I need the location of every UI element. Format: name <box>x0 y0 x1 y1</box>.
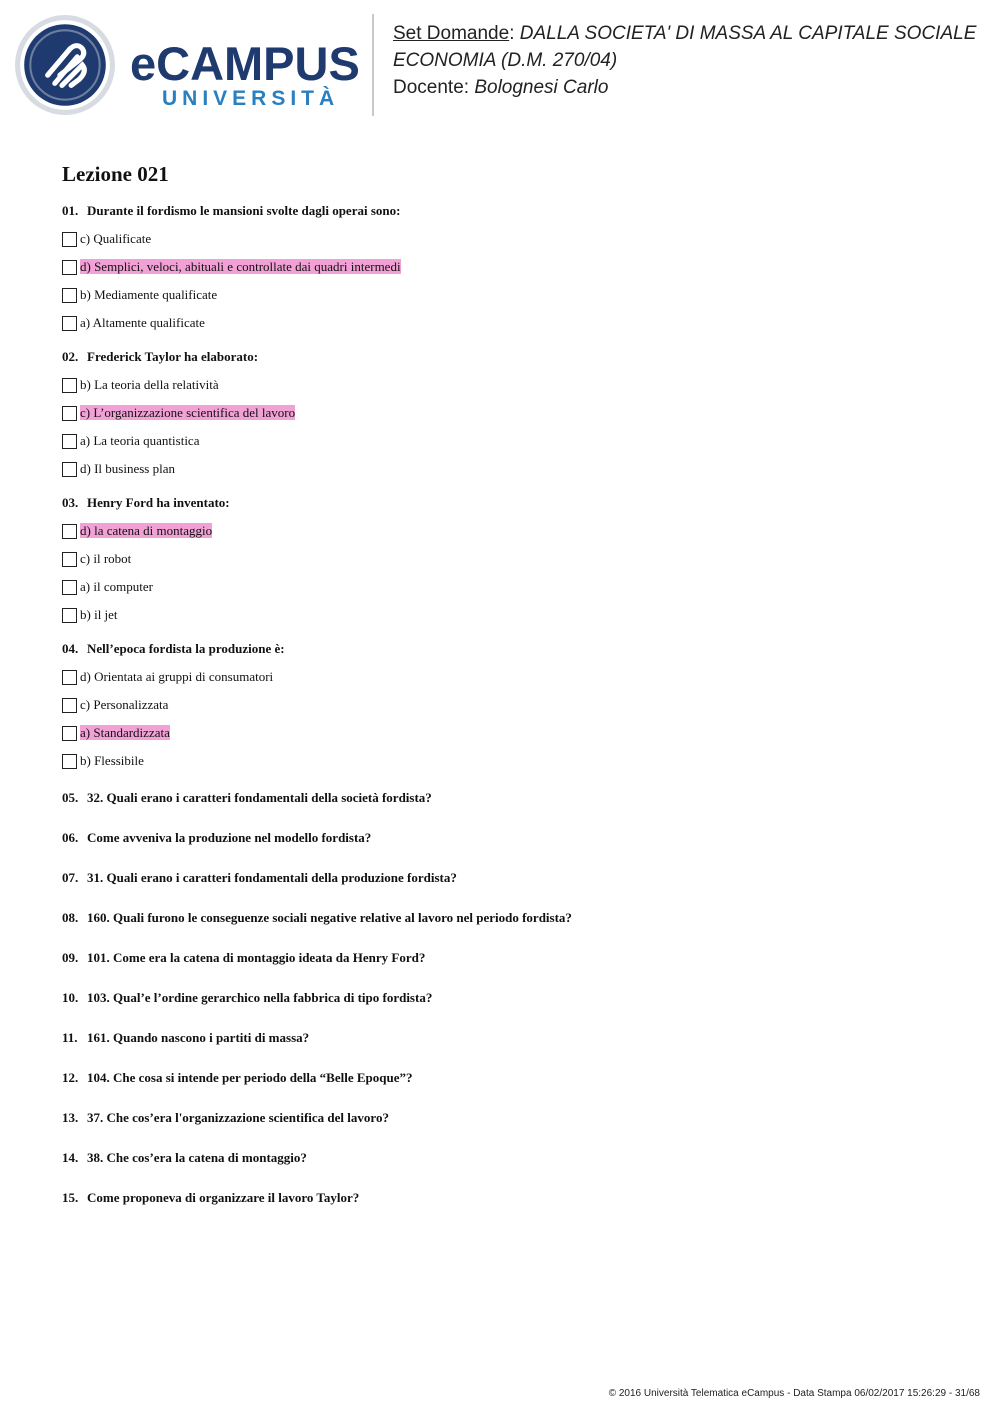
question-label: Henry Ford ha inventato: <box>87 495 230 510</box>
answer-checkbox[interactable] <box>62 406 77 421</box>
question-label: Nell’epoca fordista la produzione è: <box>87 641 285 656</box>
answer-option[interactable] <box>62 662 962 690</box>
question-label: 32. Quali erano i caratteri fondamentali della società fordista? <box>87 790 432 805</box>
lesson-title: Lezione 021 <box>62 162 169 186</box>
question-set <box>62 158 962 1228</box>
page-header <box>0 0 1000 130</box>
question-label: 160. Quali furono le conseguenze sociali negative relative al lavoro nel periodo fordista? <box>87 910 572 925</box>
answer-option[interactable] <box>62 600 962 628</box>
multiple-choice-questions <box>62 201 962 774</box>
answer-label: a) Altamente qualificate <box>80 314 205 330</box>
answer-label: c) il robot <box>80 550 132 566</box>
header-divider <box>372 14 374 116</box>
question-label: 103. Qual’e l’ordine gerarchico nella fabbrica di tipo fordista? <box>87 990 433 1005</box>
question-text <box>62 639 962 659</box>
question-number: 06. <box>62 830 79 845</box>
question-text <box>62 788 962 808</box>
question-label: Frederick Taylor ha elaborato: <box>87 349 259 364</box>
question-block <box>62 201 962 336</box>
answer-option[interactable] <box>62 224 962 252</box>
question-label: Durante il fordismo le mansioni svolte dagli operai sono: <box>87 203 401 218</box>
open-question <box>62 828 962 868</box>
question-number: 08. <box>62 910 79 925</box>
open-question <box>62 1108 962 1148</box>
answer-checkbox[interactable] <box>62 434 77 449</box>
answer-checkbox[interactable] <box>62 288 77 303</box>
answer-label: d) Orientata ai gruppi di consumatori <box>80 668 274 684</box>
logo-subtitle: UNIVERSITÀ <box>162 87 340 110</box>
open-question <box>62 908 962 948</box>
open-questions <box>62 788 962 1228</box>
question-number: 05. <box>62 790 79 805</box>
question-number: 03. <box>62 495 79 510</box>
question-number: 01. <box>62 203 79 218</box>
answer-option[interactable] <box>62 252 962 280</box>
teacher-line <box>393 74 993 101</box>
question-text <box>62 828 962 848</box>
answer-label-highlighted: a) Standardizzata <box>80 724 170 740</box>
answer-label-highlighted: d) la catena di montaggio <box>80 522 213 538</box>
question-number: 10. <box>62 990 79 1005</box>
question-text <box>62 201 962 221</box>
answer-option[interactable] <box>62 280 962 308</box>
question-text <box>62 908 962 928</box>
question-number: 02. <box>62 349 79 364</box>
answer-option[interactable] <box>62 718 962 746</box>
answer-option[interactable] <box>62 544 962 572</box>
open-question <box>62 988 962 1028</box>
answer-option[interactable] <box>62 308 962 336</box>
page-footer: © 2016 Università Telematica eCampus - Data Stampa 06/02/2017 15:26:29 - 31/68 <box>608 1388 980 1399</box>
answer-option[interactable] <box>62 426 962 454</box>
answer-label-highlighted: c) L’organizzazione scientifica del lavoro <box>80 404 296 420</box>
answer-label: a) il computer <box>80 578 153 594</box>
question-label: Come avveniva la produzione nel modello fordista? <box>87 830 372 845</box>
question-text <box>62 347 962 367</box>
set-label: Set Domande <box>393 23 510 44</box>
question-text <box>62 1148 962 1168</box>
question-label: 38. Che cos’era la catena di montaggio? <box>87 1150 307 1165</box>
answer-checkbox[interactable] <box>62 552 77 567</box>
open-question <box>62 948 962 988</box>
answer-checkbox[interactable] <box>62 698 77 713</box>
question-label: 101. Come era la catena di montaggio ideata da Henry Ford? <box>87 950 426 965</box>
question-number: 15. <box>62 1190 79 1205</box>
course-name: ECONOMIA (D.M. 270/04) <box>393 50 618 71</box>
question-label: 161. Quando nascono i partiti di massa? <box>87 1030 310 1045</box>
answer-checkbox[interactable] <box>62 316 77 331</box>
answer-checkbox[interactable] <box>62 524 77 539</box>
answer-checkbox[interactable] <box>62 754 77 769</box>
answer-label-highlighted: d) Semplici, veloci, abituali e controllate dai quadri intermedi <box>80 258 401 274</box>
answer-label: b) Mediamente qualificate <box>80 286 218 302</box>
question-number: 14. <box>62 1150 79 1165</box>
open-question <box>62 868 962 908</box>
set-line: Set Domande: DALLA SOCIETA' DI MASSA AL CAPITALE SOCIALE <box>393 23 977 44</box>
answer-label: b) Flessibile <box>80 752 144 768</box>
ecampus-logo-badge <box>14 14 116 116</box>
answer-label: d) Il business plan <box>80 460 175 476</box>
answer-checkbox[interactable] <box>62 462 77 477</box>
question-label: 104. Che cosa si intende per periodo della “Belle Epoque”? <box>87 1070 413 1085</box>
question-number: 12. <box>62 1070 79 1085</box>
open-question <box>62 1028 962 1068</box>
question-number: 07. <box>62 870 79 885</box>
question-number: 09. <box>62 950 79 965</box>
answer-checkbox[interactable] <box>62 232 77 247</box>
question-number: 11. <box>62 1030 78 1045</box>
answer-option[interactable] <box>62 398 962 426</box>
answer-checkbox[interactable] <box>62 580 77 595</box>
question-text <box>62 988 962 1008</box>
open-question <box>62 1148 962 1188</box>
answer-label: c) Personalizzata <box>80 696 169 712</box>
question-label: 31. Quali erano i caratteri fondamentali della produzione fordista? <box>87 870 457 885</box>
answer-checkbox[interactable] <box>62 608 77 623</box>
question-text <box>62 1068 962 1088</box>
question-number: 04. <box>62 641 79 656</box>
question-text <box>62 1028 962 1048</box>
answer-checkbox[interactable] <box>62 670 77 685</box>
teacher-name: Bolognesi Carlo <box>474 77 609 98</box>
open-question <box>62 1068 962 1108</box>
open-question <box>62 1188 962 1228</box>
answer-label: c) Qualificate <box>80 230 152 246</box>
answer-checkbox[interactable] <box>62 378 77 393</box>
answer-option[interactable] <box>62 746 962 774</box>
teacher-label: Docente: <box>393 77 470 98</box>
course-line <box>393 47 993 74</box>
set-value: DALLA SOCIETA' DI MASSA AL CAPITALE SOCIALE <box>519 23 977 44</box>
question-block <box>62 493 962 628</box>
question-text <box>62 868 962 888</box>
header-info <box>393 20 993 101</box>
answer-option[interactable] <box>62 572 962 600</box>
question-text <box>62 1188 962 1208</box>
question-number: 13. <box>62 1110 79 1125</box>
question-text <box>62 1108 962 1128</box>
ecampus-logo-text <box>130 37 360 110</box>
answer-option[interactable] <box>62 690 962 718</box>
question-label: Come proponeva di organizzare il lavoro Taylor? <box>87 1190 360 1205</box>
answer-option[interactable] <box>62 454 962 482</box>
answer-label: a) La teoria quantistica <box>80 432 200 448</box>
open-question <box>62 788 962 828</box>
answer-option[interactable] <box>62 370 962 398</box>
answer-label: b) La teoria della relatività <box>80 376 219 392</box>
answer-checkbox[interactable] <box>62 260 77 275</box>
question-label: 37. Che cos’era l'organizzazione scientifica del lavoro? <box>87 1110 389 1125</box>
answer-checkbox[interactable] <box>62 726 77 741</box>
answer-label: b) il jet <box>80 606 118 622</box>
question-text <box>62 948 962 968</box>
question-block <box>62 639 962 774</box>
answer-option[interactable] <box>62 516 962 544</box>
question-text <box>62 493 962 513</box>
logo-word: eCAMPUS <box>130 37 360 90</box>
question-block <box>62 347 962 482</box>
